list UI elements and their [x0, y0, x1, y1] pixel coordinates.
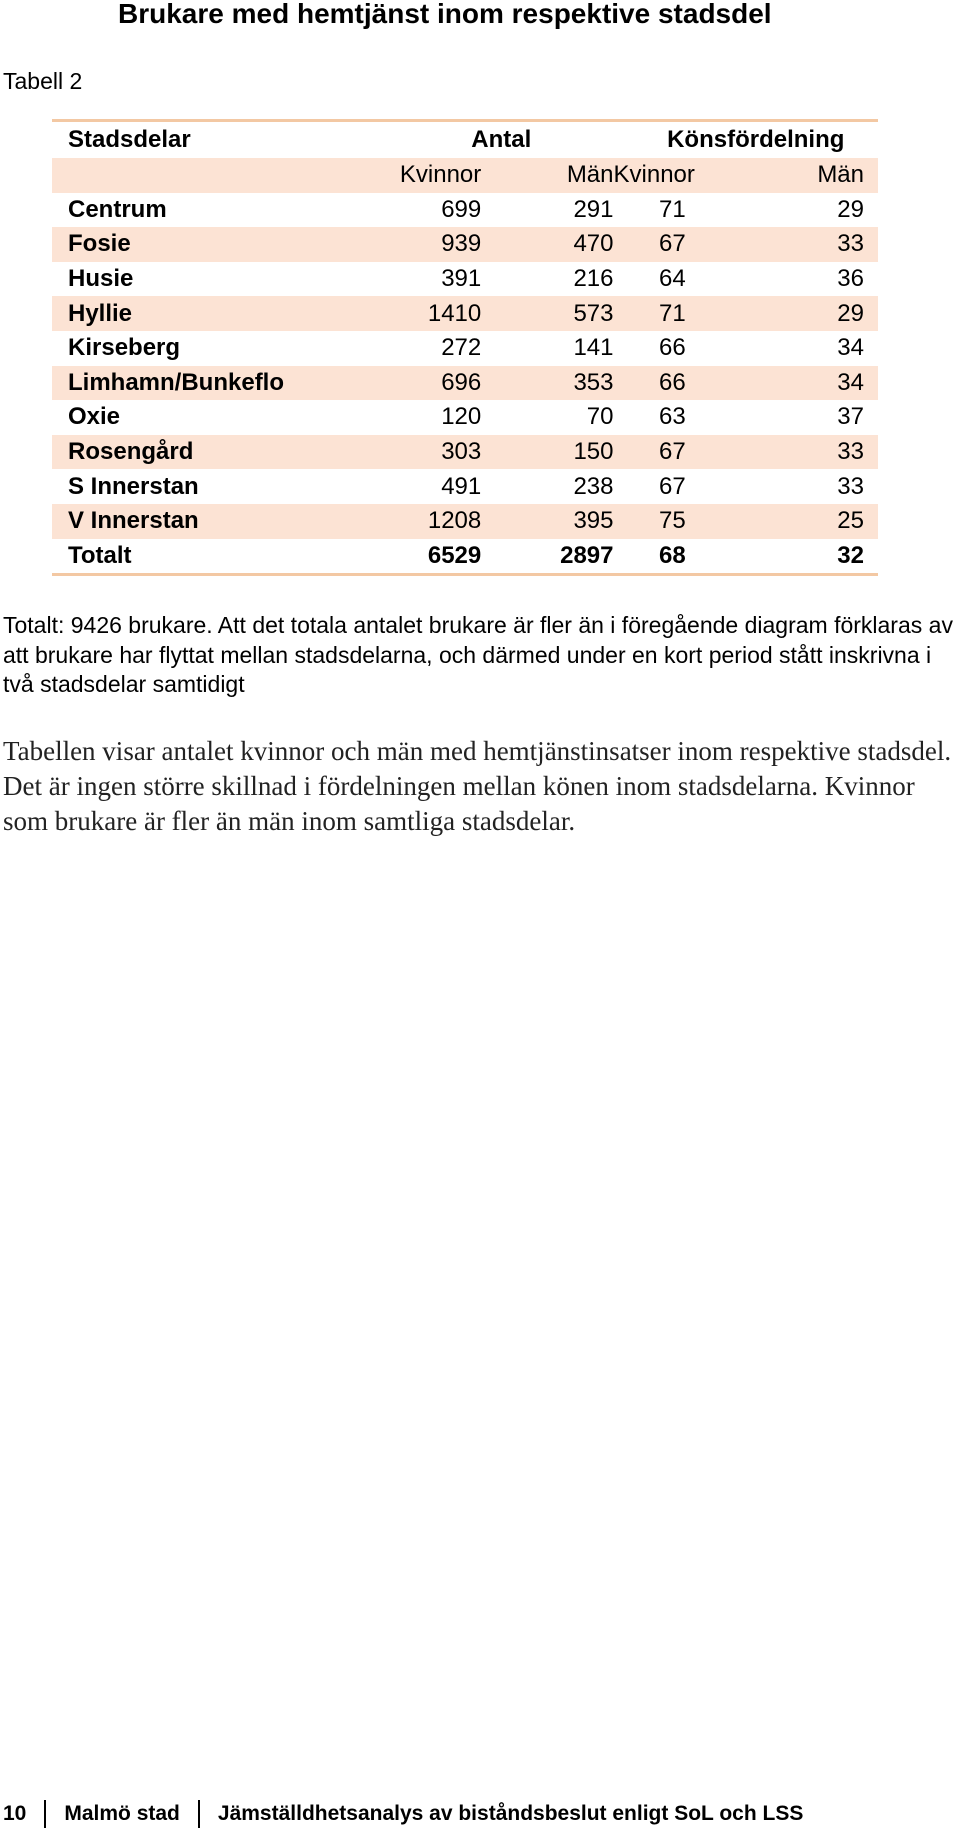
- cell-stadsdel: Limhamn/Bunkeflo: [52, 366, 349, 401]
- cell-stadsdel: Kirseberg: [68, 334, 181, 362]
- cell-man: 2897: [481, 539, 613, 575]
- cell-man: 70: [586, 403, 614, 431]
- cell-man: 395: [481, 504, 613, 539]
- cell-kvinnor: 272: [441, 334, 482, 362]
- cell-kvinnor: 120: [441, 403, 482, 431]
- cell-kvinnor: 1410: [349, 296, 481, 331]
- footer-organization: Malmö stad: [64, 1802, 180, 1825]
- subheader-kvinnor: Kvinnor: [349, 158, 481, 193]
- footer-divider: [44, 1800, 46, 1828]
- table-row: [52, 331, 878, 366]
- cell-man: 353: [481, 366, 613, 401]
- cell-stadsdel: Rosengård: [52, 435, 349, 470]
- cell-man-pct: 34: [837, 334, 864, 362]
- cell-man: 150: [481, 435, 613, 470]
- cell-kvinnor-pct: 71: [614, 296, 746, 331]
- subheader-man: Män: [481, 158, 613, 193]
- footer-document-title: Jämställdhetsanalys av biståndsbeslut enligt SoL och LSS: [217, 1802, 804, 1825]
- cell-man-pct: 29: [746, 296, 878, 331]
- subheader-blank: [52, 158, 349, 193]
- cell-kvinnor: 303: [349, 435, 481, 470]
- cell-man-pct: 33: [746, 227, 878, 262]
- page-footer: [3, 1800, 803, 1828]
- cell-man: 238: [573, 472, 614, 500]
- cell-man-pct: 34: [746, 366, 878, 401]
- table-row: [52, 504, 878, 539]
- cell-stadsdel: Centrum: [68, 195, 167, 223]
- cell-kvinnor: 491: [441, 472, 482, 500]
- cell-kvinnor-pct: 67: [659, 472, 686, 500]
- table-row: [52, 435, 878, 470]
- cell-man-pct: 37: [837, 403, 864, 431]
- cell-man: 291: [573, 195, 614, 223]
- cell-man-pct: 33: [837, 472, 864, 500]
- table-caption: Tabell 2: [3, 68, 83, 94]
- cell-kvinnor-pct: 66: [659, 334, 686, 362]
- table-total-row: [52, 539, 878, 575]
- cell-stadsdel: Totalt: [52, 539, 349, 575]
- cell-kvinnor-pct: 68: [614, 539, 746, 575]
- cell-man-pct: 32: [746, 539, 878, 575]
- table-row: [52, 193, 878, 228]
- cell-man-pct: 36: [837, 265, 864, 293]
- cell-stadsdel: Husie: [68, 265, 134, 293]
- footer-divider: [198, 1800, 200, 1828]
- cell-kvinnor-pct: 71: [659, 195, 686, 223]
- cell-stadsdel: S Innerstan: [68, 472, 199, 500]
- subheader-kvinnor-pct: Kvinnor: [614, 158, 746, 193]
- cell-man: 216: [573, 265, 614, 293]
- subheader-man-pct: Män: [746, 158, 878, 193]
- cell-kvinnor: 699: [441, 195, 482, 223]
- cell-kvinnor: 1208: [349, 504, 481, 539]
- cell-stadsdel: V Innerstan: [52, 504, 349, 539]
- cell-stadsdel: Fosie: [52, 227, 349, 262]
- cell-kvinnor-pct: 67: [614, 435, 746, 470]
- cell-kvinnor-pct: 66: [614, 366, 746, 401]
- table-row: [52, 262, 878, 297]
- table-row: [52, 469, 878, 504]
- table-subheader-row: [52, 158, 878, 193]
- table-note: Totalt: 9426 brukare. Att det totala antalet brukare är fler än i föregående diagram förklaras av att brukare har flyttat mellan stadsdelarna, och därmed under en kort period stått inskrivna i två stadsdelar samtidigt: [3, 612, 953, 697]
- cell-man: 573: [481, 296, 613, 331]
- cell-kvinnor: 939: [349, 227, 481, 262]
- cell-man-pct: 29: [837, 195, 864, 223]
- page-heading: Brukare med hemtjänst inom respektive stadsdel: [118, 0, 772, 29]
- cell-kvinnor: 6529: [349, 539, 481, 575]
- stadsdel-table: [52, 119, 878, 576]
- cell-kvinnor-pct: 67: [614, 227, 746, 262]
- cell-stadsdel: Oxie: [68, 403, 121, 431]
- cell-kvinnor: 391: [441, 265, 482, 293]
- cell-kvinnor: 696: [349, 366, 481, 401]
- cell-kvinnor-pct: 64: [659, 265, 686, 293]
- page-number: 10: [3, 1802, 27, 1825]
- table-row: [52, 366, 878, 401]
- cell-man-pct: 33: [746, 435, 878, 470]
- header-stadsdelar: Stadsdelar: [52, 121, 349, 159]
- cell-kvinnor-pct: 75: [614, 504, 746, 539]
- table-row: [52, 400, 878, 435]
- header-antal: Antal: [349, 121, 614, 159]
- table-row: [52, 296, 878, 331]
- cell-stadsdel: Hyllie: [52, 296, 349, 331]
- table-row: [52, 227, 878, 262]
- cell-man-pct: 25: [746, 504, 878, 539]
- table-header-row: [52, 121, 878, 159]
- cell-man: 141: [573, 334, 614, 362]
- cell-man: 470: [481, 227, 613, 262]
- cell-kvinnor-pct: 63: [659, 403, 686, 431]
- header-konsfordelning: Könsfördelning: [614, 121, 879, 159]
- body-paragraph: Tabellen visar antalet kvinnor och män med hemtjänstinsatser inom respektive stadsdel. Det är ingen större skillnad i fördelningen mellan könen inom stadsdelarna. Kvinnor som brukare är fler än män inom samtliga stadsdelar.: [3, 736, 952, 836]
